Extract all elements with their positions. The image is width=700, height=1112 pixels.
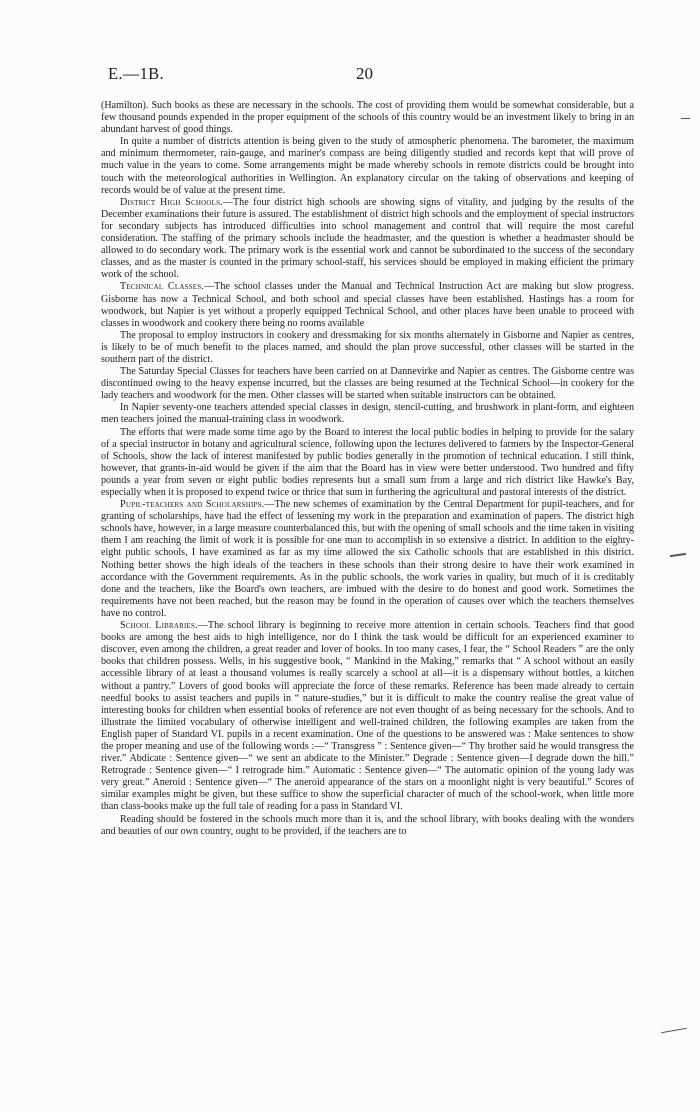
page-header — [108, 64, 628, 86]
section-heading: District High Schools. — [120, 196, 223, 208]
paragraph-text: In Napier seventy-one teachers attended special classes in design, stencil-cutting, and brushwork in plant-form, and eighteen men teachers joined the manual-training class in woodwork. — [101, 402, 634, 426]
paragraph-text: —The school library is beginning to receive more attention in certain schools. Teachers find that good books are among the best aids to high intelligence, nor do I think the task would be difficult for an experienced examiner to discover, even among the children, a great reader and lover of books. In too many cases, I fear, the “ School Readers ” are the only books that children possess. Wells, in his suggestive book, “ Mankind in the Making,” remarks that “ A school without an easily accessible library of at least a thousand volumes is really scarcely a school at all—it is a dispensary without bottles, a kitchen without a pantry.” Lovers of good books will appreciate the force of these remarks. Reference has been made already to certain needful books to assist teachers and pupils in “ nature-studies,” but it is difficult to make the country realise the great value of interesting books for children when essential books of reference are not even thought of as being necessary for the schools. And to illustrate the limited vocabulary of otherwise intelligent and well-trained children, the following examples are taken from the English paper of Standard VI. pupils in a recent examination. One of the questions to be answered was : Make sentences to show the proper meaning and use of the following words :—“ Transgress ” : Sentence given—“ Thy brother said he would transgress the river.” Abdicate : Sentence given—“ we sent an abdicate to the Minister.” Degrade : Sentence given—I degrade down the hill.” Retrograde : Sentence given—“ I retrograde him.” Automatic : Sentence given—“ The automatic opinion of the young lady was very great.” Aneroid : Sentence given—“ The aneroid appearance of the stars on a moonlight night is very beautiful.” Scores of similar examples might be given, but these suffice to show the superficial character of much of the school-work, when little more than class-books make up the full tale of reading for a pass in Standard VI. — [101, 620, 634, 813]
paragraph-text: Reading should be fostered in the schools much more than it is, and the school library, with books dealing with the wonders and beauties of our own country, ought to be provided, if the teachers are to — [101, 813, 634, 837]
paragraph — [101, 330, 634, 366]
paragraph-text: —The school classes under the Manual and Technical Instruction Act are making but slow progress. Gisborne has now a Technical School, and both school and special classes have been established. Hastings has a room for woodwork, but Napier is yet without a properly equipped Technical School, and other places have been unable to proceed with classes in woodwork and cookery there being no rooms available — [101, 281, 634, 329]
paragraph — [101, 281, 634, 329]
paragraph — [101, 402, 634, 426]
section-heading: Technical Classes. — [120, 281, 205, 293]
margin-mark — [681, 118, 690, 119]
paragraph-text: —The four district high schools are showing signs of vitality, and judging by the results of the December examinations their future is assured. The establishment of district high schools and the employment of special instructors for secondary subjects has introduced difficulties into school management and control that will require the most careful consideration. The staffing of the primary schools include the headmaster, and the question is whether a headmaster should be allowed to do secondary work. The primary work is the essential work and cannot be subordinated to the success of the secondary classes, and as the master is counted in the primary school-staff, his services should be employed in making efficient the primary work of the school. — [101, 196, 634, 281]
margin-mark — [670, 553, 686, 557]
paragraph-text: (Hamilton). Such books as these are necessary in the schools. The cost of providing them would be somewhat considerable, but a few thousand pounds expended in the proper equipment of the schools of this country would be an investment likely to bring in an abundant harvest of good things. — [101, 100, 634, 136]
paragraph-text: The efforts that were made some time ago by the Board to interest the local public bodies in helping to provide for the salary of a special instructor in botany and agricultural science, following upon the lectures delivered to farmers by the Inspector-General of Schools, show the lack of interest manifested by public bodies generally in the promotion of technical education. I still think, however, that grants-in-aid would be given if the aim that the Board has in view were better understood. Two hundred and fifty pounds a year from seven or eight public bodies represents but a small sum from a large and rich district like Hawke's Bay, especially when it is proposed to expend twice or thrice that sum in furthering the agricultural and pastoral interests of the district. — [101, 426, 634, 498]
paragraph-text: —The new schemes of examination by the Central Department for pupil-teachers, and for granting of scholarships, have had the effect of lessening my work in the preparation and examination of papers. The district high schools have, however, in a large measure counterbalanced this, but with the opening of small schools and the time taken in visiting them I am reaching the limit of work it is possible for one man to accomplish in so extensive a district. In addition to the eighty-eight public schools, I have examined as far as my time allowed the six Catholic schools that are established in this district. Nothing better shows the high ideals of the teachers in these schools than their strong desire to have their work examined in accordance with the Government requirements. As in the public schools, the work varies in quality, but much of it is creditably done and the teachers, like the Board's own teachers, are imbued with the desire to do honest and good work. Sometimes the requirements have not been reached, but the reason may be found in the operation of causes over which the teachers themselves have no control. — [101, 499, 635, 619]
section-heading: Pupil-teachers and Scholarships. — [120, 499, 265, 511]
page-number: 20 — [356, 64, 373, 83]
paragraph — [101, 366, 634, 402]
paragraph-text: The Saturday Special Classes for teachers have been carried on at Dannevirke and Napier as centres. The Gisborne centre was discontinued owing to the heavy expense incurred, but the classes are being resumed at the Technical School—in cookery for the lady teachers and woodwork for the men. Other classes will be started when suitable instructors can be obtained. — [101, 366, 634, 402]
paragraph-text: In quite a number of districts attention is being given to the study of atmospheric phenomena. The barometer, the maximum and minimum thermometer, rain-gauge, and mariner's compass are being diligently studied and records kept that will prove of much value in the years to come. Some arrangements might be made whereby schools in remote districts could be brought into touch with the meteorological authorities in Wellington. An explanatory circular on the taking of observations and keeping of records would be of value at the present time. — [101, 136, 634, 196]
paragraph — [101, 136, 634, 196]
paragraph — [101, 499, 634, 620]
paragraph — [101, 427, 634, 500]
margin-mark — [661, 1028, 687, 1033]
paragraph — [101, 620, 634, 814]
paragraph — [101, 100, 634, 136]
section-heading: School Libraries. — [120, 620, 198, 632]
paragraph-text: The proposal to employ instructors in cookery and dressmaking for six months alternately in Gisborne and Napier as centres, is likely to be of much benefit to the places named, and should the plan prove successful, other classes will be started in the southern part of the district. — [101, 329, 634, 365]
paragraph — [101, 197, 634, 282]
report-reference: E.—1B. — [108, 64, 164, 83]
paragraph — [101, 814, 634, 838]
body-text — [101, 100, 634, 838]
